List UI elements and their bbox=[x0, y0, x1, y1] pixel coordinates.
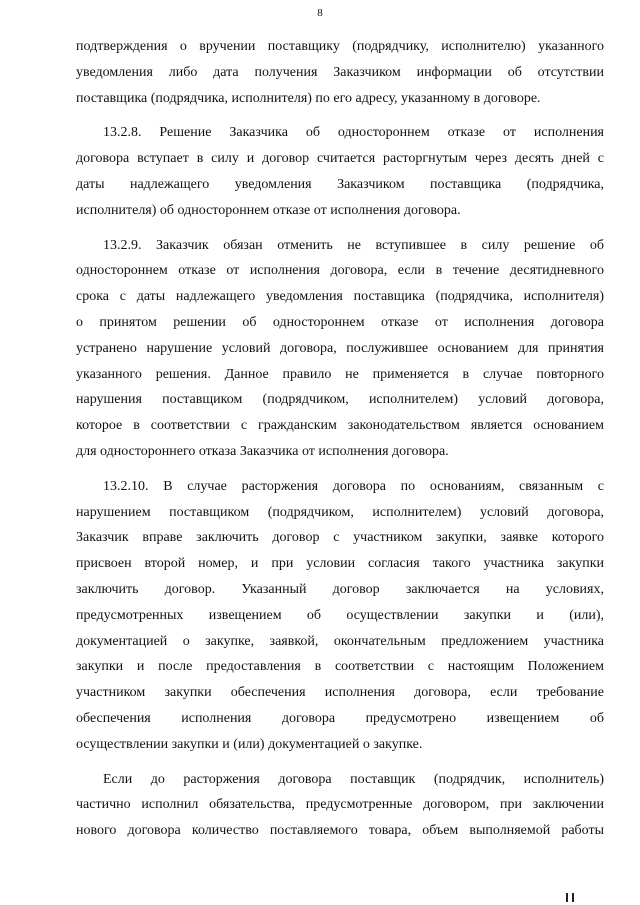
text-line: устранено нарушение условий договора, послужившее основанием для принятия bbox=[76, 340, 604, 356]
text-line: документацией о закупке, заявкой, окончательным предложением участника bbox=[76, 633, 604, 649]
scan-mark bbox=[566, 893, 580, 902]
text-line: исполнителя) об одностороннем отказе от исполнения договора. bbox=[76, 202, 461, 218]
paragraph-13-2-10 bbox=[76, 474, 604, 758]
page-number: 8 bbox=[317, 7, 323, 19]
text-line: участником закупки обеспечения исполнения договора, если требование bbox=[76, 685, 604, 701]
paragraph-partial-performance bbox=[76, 767, 604, 844]
text-line: закупки и после предоставления в соответствии с настоящим Положением bbox=[76, 659, 604, 675]
text-line: уведомления либо дата получения Заказчиком информации об отсутствии bbox=[76, 64, 604, 80]
text-line: 13.2.10. В случае расторжения договора по основаниям, связанным с bbox=[103, 478, 604, 494]
text-line: нового договора количество поставляемого товара, объем выполняемой работы bbox=[76, 823, 604, 839]
text-line: нарушения поставщиком (подрядчиком, исполнителем) условий договора, bbox=[76, 392, 604, 408]
text-line: срока с даты надлежащего уведомления поставщика (подрядчика, исполнителя) bbox=[76, 289, 604, 305]
text-line: которое в соответствии с гражданским законодательством является основанием bbox=[76, 418, 604, 434]
text-line: осуществлении закупки и (или) документацией о закупке. bbox=[76, 736, 423, 752]
text-line: одностороннем отказе от исполнения договора, если в течение десятидневного bbox=[76, 263, 604, 279]
text-line: Если до расторжения договора поставщик (подрядчик, исполнитель) bbox=[103, 771, 604, 787]
text-line: подтверждения о вручении поставщику (подрядчику, исполнителю) указанного bbox=[76, 39, 604, 54]
paragraph-13-2-9 bbox=[76, 233, 604, 465]
text-line: для одностороннего отказа Заказчика от исполнения договора. bbox=[76, 443, 449, 459]
text-line: договора вступает в силу и договор считается расторгнутым через десять дней с bbox=[76, 151, 604, 167]
text-line: 13.2.9. Заказчик обязан отменить не вступившее в силу решение об bbox=[103, 237, 604, 253]
text-line: присвоен второй номер, и при условии согласия такого участника закупки bbox=[76, 556, 604, 572]
text-line: поставщика (подрядчика, исполнителя) по его адресу, указанному в договоре. bbox=[76, 90, 541, 106]
text-line: указанного решения. Данное правило не применяется в случае повторного bbox=[76, 366, 604, 382]
text-line: нарушением поставщиком (подрядчиком, исполнителем) условий договора, bbox=[76, 504, 604, 520]
text-line: 13.2.8. Решение Заказчика об одностороннем отказе от исполнения bbox=[103, 125, 604, 141]
text-line: предусмотренных извещением об осуществлении закупки и (или), bbox=[76, 607, 604, 623]
paragraph-13-2-8 bbox=[76, 120, 604, 223]
text-line: частично исполнил обязательства, предусмотренные договором, при заключении bbox=[76, 797, 604, 813]
text-line: обеспечения исполнения договора предусмотрено извещением об bbox=[76, 710, 604, 726]
text-line: Заказчик вправе заключить договор с участником закупки, заявке которого bbox=[76, 530, 604, 546]
text-line: о принятом решении об одностороннем отказе от исполнения договора bbox=[76, 314, 604, 330]
paragraph-1 bbox=[76, 34, 604, 111]
text-line: заключить договор. Указанный договор заключается на условиях, bbox=[76, 581, 604, 597]
body-text bbox=[76, 34, 604, 844]
text-line: даты надлежащего уведомления Заказчиком поставщика (подрядчика, bbox=[76, 176, 604, 192]
